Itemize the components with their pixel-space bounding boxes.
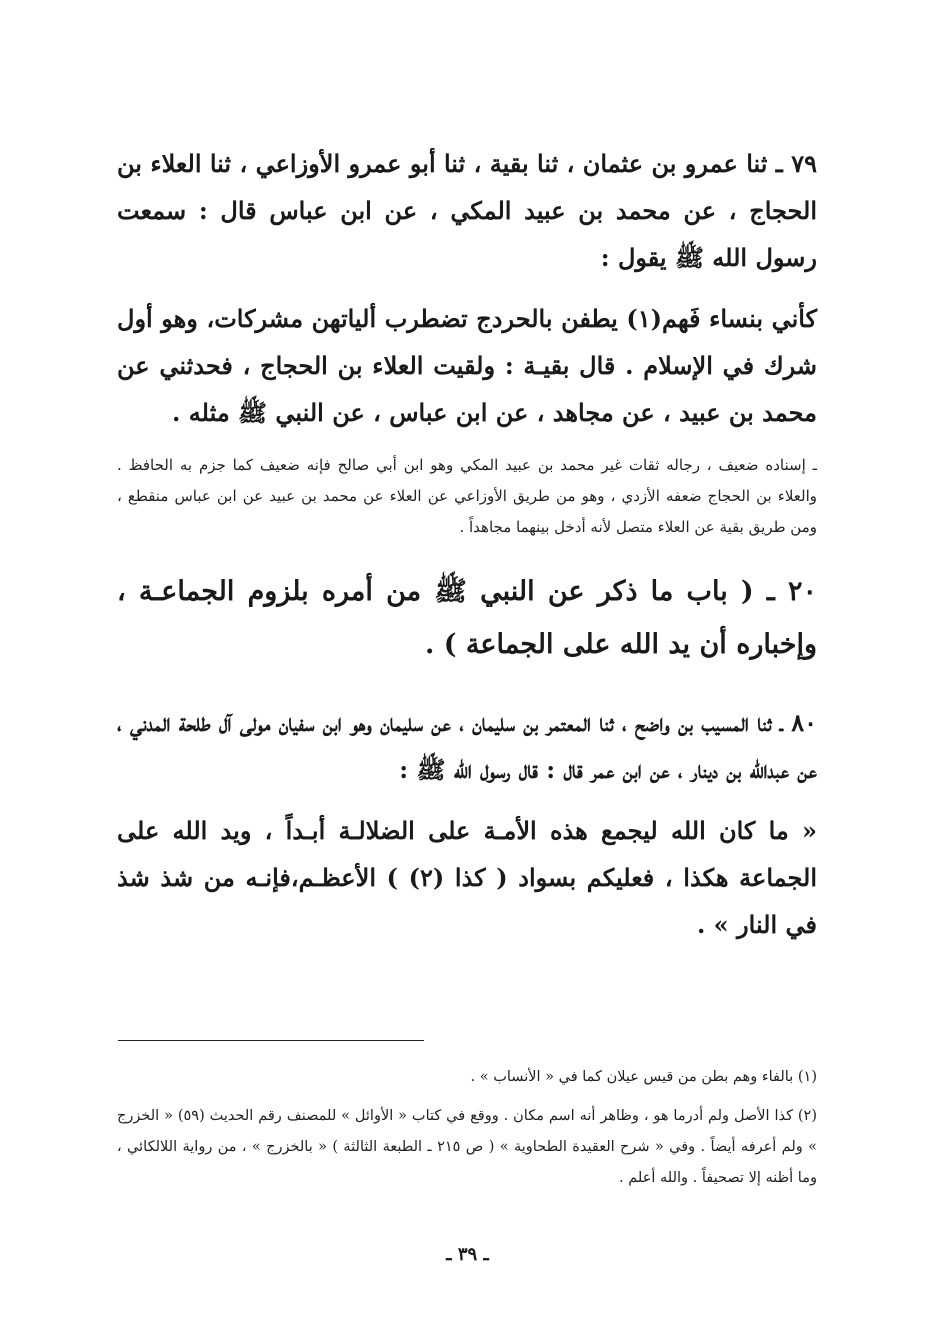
footnote-divider (118, 1040, 424, 1041)
hadith-79-grading-note: ـ إسناده ضعيف ، رجاله ثقات غير محمد بن عبيد المكي وهو ابن أبي صالح فإنه ضعيف كما جزم به الحافظ . والعلاء بن الحجاج ضعفه الأزدي ، وهو من طريق الأوزاعي عن العلاء عن محمد بن عبيد عن ابن عباس منقطع ، ومن طريق بقية عن العلاء متصل لأنه أدخل بينهما مجاهداً . (117, 456, 817, 536)
hadith-79-isnad: ٧٩ ـ ثنا عمرو بن عثمان ، ثنا بقية ، ثنا أبو عمرو الأوزاعي ، ثنا العلاء بن الحجاج ، عن محمد بن عبيد المكي ، عن ابن عباس قال : سمعت رسول الله ﷺ يقول : (117, 149, 817, 272)
chapter-heading: ٢٠ ـ ( باب ما ذكر عن النبي ﷺ من أمره بلزوم الجماعـة ، وإخباره أن يد الله على الجماعة ) . (117, 576, 817, 660)
hadith-80-matn: « ما كان الله ليجمع هذه الأمـة على الضلالـة أبـداً ، ويد الله على الجماعة هكذا ، فعليكم بسواد ( كذا (٢) ) الأعظـم،فإنـه من شذ شذ في النار » . (117, 816, 817, 939)
footnote-1: (١) بالفاء وهم بطن من قيس عيلان كما في « الأنساب » . (470, 1069, 817, 1085)
footnote-2: (٢) كذا الأصل ولم أدرما هو ، وظاهر أنه اسم مكان . ووقع في كتاب « الأوائل » للمصنف رقم الحديث (٥٩) « الخزرج » ولم أعرفه أيضاً . وفي « شرح العقيدة الطحاوية » ( ص ٢١٥ ـ الطبعة الثالثة ) « بالخزرج » ، من رواية اللالكائي ، وما أظنه إلا تصحيفاً . والله أعلم . (117, 1108, 818, 1186)
footnotes (117, 1062, 817, 1202)
hadith-79-matn: كأني بنساء فَهم(١) يطفن بالحردج تضطرب ألياتهن مشركات، وهو أول شرك في الإسلام . قال بقيـة : ولقيت العلاء بن الحجاج ، فحدثني عن محمد بن عبيد ، عن مجاهد ، عن ابن عباس ، عن النبي ﷺ مثله . (117, 304, 817, 427)
page-body (117, 140, 817, 954)
page-number: ـ ٣٩ ـ (446, 1244, 489, 1265)
hadith-80-isnad: ٨٠ ـ ثنا المسيب بن واضح ، ثنا المعتمر بن سليمان ، عن سليمان وهو ابن سفيان مولى آل طلحة المدني ، عن عبدالله بن دينار ، عن ابن عمر قال : قال رسول الله ﷺ : (117, 708, 817, 784)
